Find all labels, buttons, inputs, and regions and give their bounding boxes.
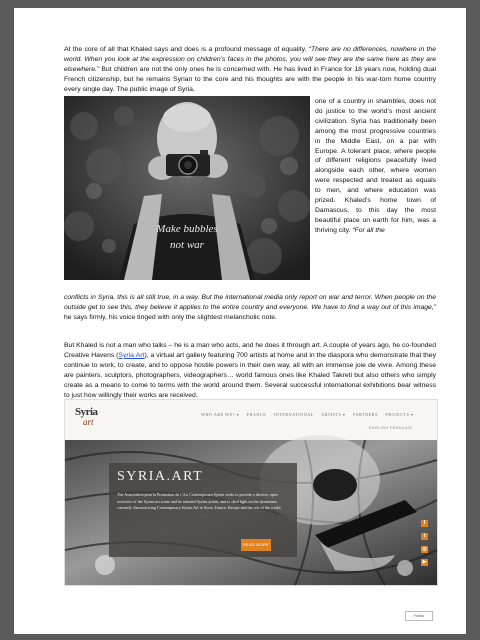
photographer-photo [64,96,310,280]
shirt-text-line2: not war [170,239,204,251]
nav-item-france[interactable]: FRANCE [246,412,267,417]
hero-title: SYRIA.ART [117,469,204,484]
hero-description: The Association pour la Promotion de l’Art Contemporain Syrien seeks to provide a diverse, open overview of the Syrian art scene and its talented Syrian artists, and to shed light on the dynamism currently characterizing Contemporary Syrian Art in Syria, France, Europe and the rest of the world. [117,492,282,511]
facebook-icon[interactable]: f [421,520,428,527]
shirt-text-line1: Make bubbles [156,223,218,235]
wrapped-text-column [315,97,436,236]
quote-text: “There are no differences, nowhere in the world. When you look at the expression on children’s faces in the photos, you will see they are the same here as they are elsewhere.” [64,46,436,73]
youtube-icon[interactable]: ▶ [422,559,427,565]
instagram-icon[interactable]: ◎ [422,546,427,552]
nav-item-partners[interactable]: PARTNERS [353,412,378,417]
site-logo[interactable]: Syria [75,406,98,418]
text-run: But Khaled is not a man who talks – he is a man who acts, and he does it through art. A couple of years ago, he co-founded Creative Havens ( [64,342,436,359]
nav-item-artists[interactable]: ARTISTS ▾ [321,412,346,417]
text-run: At the core of all that Khaled says and does is a profound message of equality. [64,46,309,53]
site-hero [65,440,437,618]
text-run: ), a virtual art gallery featuring 700 artists at home and in the diaspora who demonstrate that they continue to work, to create, and to oppose hostile powers in their own way, all with an immense joie de vivre. Among these are painters, sculptors, photographers, videographers… world famous ones like Khaled Takreti but also others who simply create as a means to come to terms with the world around them. Several successful international exhibitions bear witness to just how willingly their works are received. [64,351,436,399]
text-run: But children are not the only ones he is concerned with. He has lived in France for 18 years now, holding dual French citizenship, but he remains Syrian to the core and his thoughts are with the people in his war-torn home country every single day. The public image of Syria, [64,65,436,93]
text-run: one of a country in shambles, does not do justice to the world’s most ancient civilization. Syria has traditionally been among the most progressive countries in the Middle East, on a par with Europe. A tolerant place, where people of different religions peacefully lived alongside each other, where women were respected and treated as equals to men, and where education was prized. Khaled’s home town of Damascus, to this day the most beautiful place on earth for him, was a thriving city. [315,98,436,234]
nav-item-projects[interactable]: PROJECTS ▾ [385,412,414,417]
social-sidebar [421,520,429,572]
nav-item-who[interactable]: WHO ARE WE? ▾ [201,412,240,417]
paragraph-1-continued [64,293,436,323]
quote-text: “For all the [350,226,385,234]
paragraph-2 [64,341,436,400]
hero-overlay-box [109,463,297,557]
site-nav-menu [201,412,420,417]
quote-text: conflicts in Syria, this is all still true, in a way. But the international media only report on war and terror. When people on the outside get to see this, they believe it applies to the entire country and everyone. We have to find a way out of this image,” [64,294,436,311]
follow-button[interactable]: Follow [405,611,433,621]
twitter-icon[interactable]: t [421,533,428,540]
read-more-button[interactable]: READ MORE [241,539,271,551]
paragraph-1 [64,45,436,95]
site-header [65,400,437,440]
nav-item-international[interactable]: INTERNATIONAL [273,412,314,417]
website-screenshot [64,399,438,618]
document-page [14,8,466,634]
language-switcher[interactable]: ENGLISH FRANÇAIS [369,426,413,430]
site-logo-sub: art [83,417,94,427]
text-run: he says firmly, his voice tinged with only the slightest melancholic note. [64,313,277,321]
syria-art-link[interactable]: Syria.Art [118,351,145,359]
